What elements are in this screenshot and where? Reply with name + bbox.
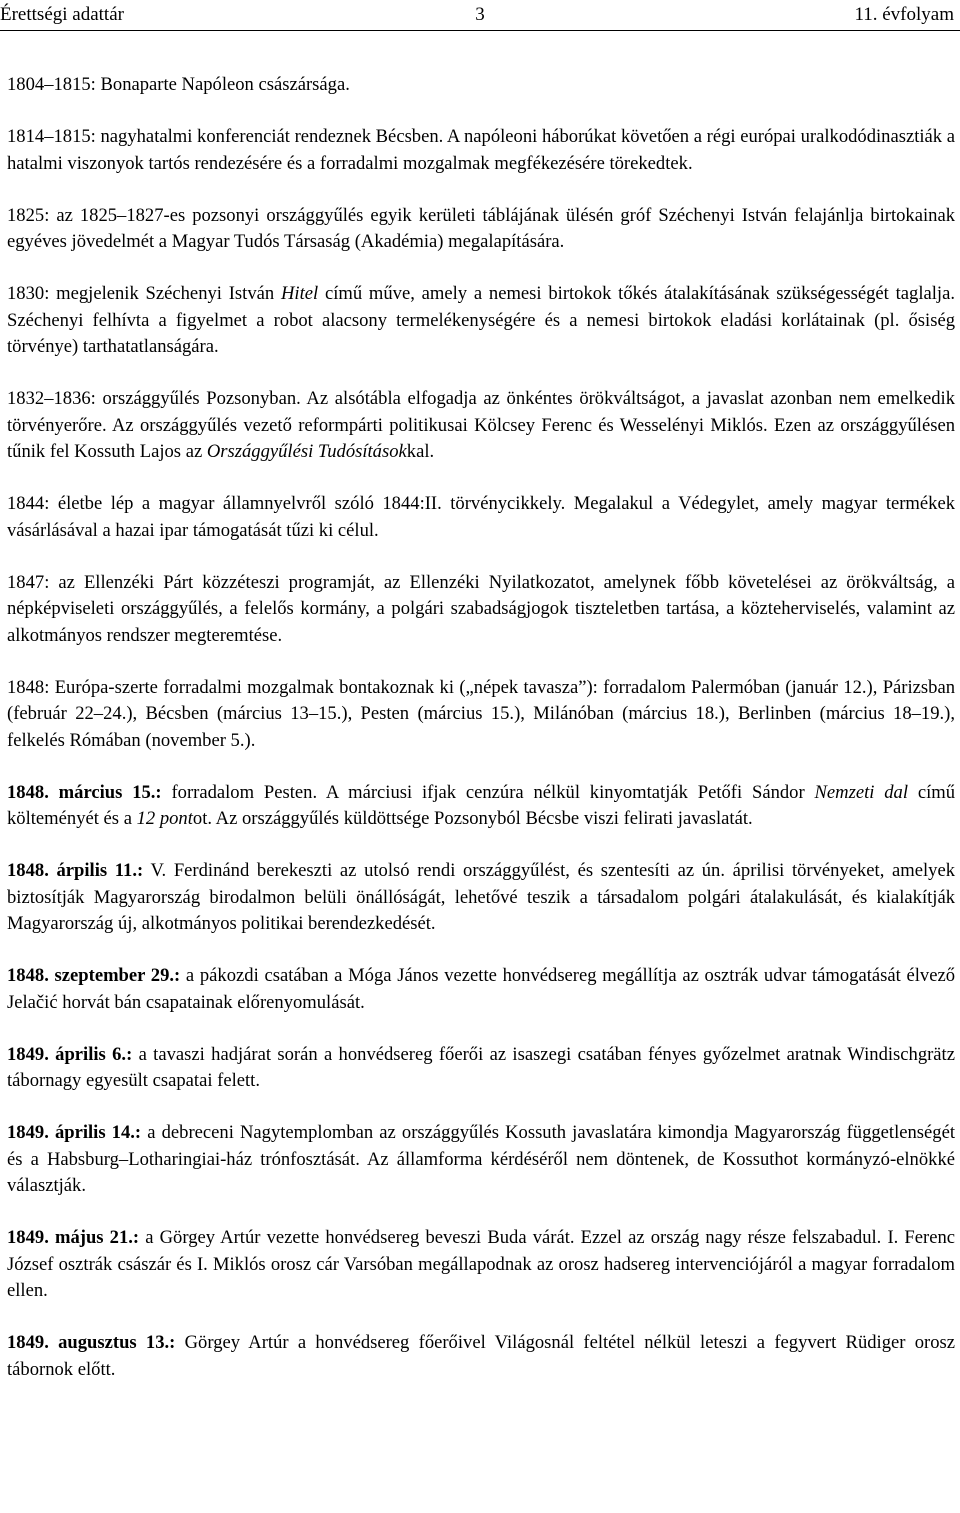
entry-text: kal. <box>406 441 435 462</box>
entry-text: nagyhatalmi konferenciát rendeznek Bécsben. A napóleoni háborúkat követően a régi európai uralkodódinasztiák a hatalmi viszonyok tartós rendezésére és a forradalmi mozgalmak megfékezésére törekedtek. <box>7 126 955 174</box>
entry-1849-august <box>7 1330 955 1383</box>
entry-1848-march <box>7 780 955 833</box>
entry-date: 1848: <box>7 676 50 698</box>
entry-date: 1849. augusztus 13.: <box>7 1332 176 1353</box>
header-title: Érettségi adattár <box>0 4 124 25</box>
entry-1814 <box>7 124 955 177</box>
entry-text: ot. Az országgyűlés küldöttsége Pozsonyból Bécsbe viszi felirati javaslatát. <box>192 808 753 829</box>
entry-date: 1825: <box>7 204 50 226</box>
chronology-list <box>7 72 955 1409</box>
work-title: Országgyűlési Tudósítások <box>206 441 407 462</box>
entry-1848 <box>7 675 955 755</box>
entry-1830 <box>7 281 955 361</box>
entry-date: 1832–1836: <box>7 388 96 409</box>
entry-text: megjelenik Széchenyi István <box>49 283 281 304</box>
page-number: 3 <box>475 4 485 25</box>
entry-1849-april-14 <box>7 1120 955 1200</box>
entry-1848-september <box>7 963 955 1016</box>
entry-1825 <box>7 203 955 256</box>
entry-date: 1844: <box>7 493 50 514</box>
entry-date: 1848. március 15.: <box>7 781 162 803</box>
entry-date: 1814–1815: <box>7 126 96 147</box>
entry-1832 <box>7 386 955 466</box>
work-title: Hitel <box>280 283 319 304</box>
entry-text: az 1825–1827-es pozsonyi országgyűlés egyik kerületi táblájának ülésén gróf Széchenyi István felajánlja birtokainak egyéves jövedelmét a Magyar Tudós Társaság (Akadémia) megalapítására. <box>7 204 955 252</box>
entry-date: 1847: <box>7 571 50 593</box>
entry-text: a debreceni Nagytemplomban az országgyűlés Kossuth javaslatára kimondja Magyarország függetlenségét és a Habsburg–Lotharingiai-ház trónfosztását. Az államforma kérdéséről nem döntenek, de Kossuthot kormányzó-elnökké választják. <box>7 1122 955 1196</box>
entry-text: életbe lép a magyar államnyelvről szóló 1844:II. törvénycikkely. Megalakul a Védegylet, amely magyar termékek vásárlásával a hazai ipar támogatását tűzi ki célul. <box>7 493 955 541</box>
entry-text: Bonaparte Napóleon császársága. <box>95 74 350 95</box>
entry-date: 1848. szeptember 29.: <box>7 965 181 986</box>
entry-text: az Ellenzéki Párt közzéteszi programját, az Ellenzéki Nyilatkozatot, amelynek főbb követelései az örökváltság, a népképviseleti országgyűlés, a felelős kormány, a polgári szabadságjogok tiszteletben tartása, a közteherviselés, valamint az alkotmányos rendszer megteremtése. <box>7 571 955 646</box>
work-title: Nemzeti dal <box>814 781 909 803</box>
entry-date: 1848. árpilis 11.: <box>7 860 144 881</box>
entry-text: a tavaszi hadjárat során a honvédsereg főerői az isaszegi csatában fényes győzelmet aratnak Windischgrätz tábornagy egyesült csapatai felett. <box>7 1043 955 1091</box>
entry-text: című műve, amely a nemesi birtokok tőkés átalakításának szükségességét taglalja. Széchenyi felhívta a figyelmet a robot alacsony termelékenységére és a nemesi birtokok eladási korlátainak (pl. ősiség törvénye) tarthatatlanságára. <box>7 283 955 357</box>
entry-1848-april <box>7 858 955 938</box>
entry-text: című költeményét és a <box>7 781 956 829</box>
entry-text: országgyűlés Pozsonyban. Az alsótábla elfogadja az önkéntes örökváltságot, a javaslat azonban nem emelkedik törvényerőre. Az országgyűlés vezető reformpárti politikusai Kölcsey Ferenc és Wesselényi Miklós. Ezen az országgyűlésen tűnik fel Kossuth Lajos az <box>7 388 955 462</box>
entry-date: 1849. április 6.: <box>7 1043 133 1065</box>
entry-1804 <box>7 72 955 99</box>
page-header <box>0 4 960 31</box>
entry-text: forradalom Pesten. A márciusi ifjak cenzúra nélkül kinyomtatják Petőfi Sándor <box>161 781 815 803</box>
entry-text: Európa-szerte forradalmi mozgalmak bontakoznak ki („népek tavasza”): forradalom Palermóban (január 12.), Párizsban (február 22–24.), Bécsben (március 13–15.), Pesten (március 15.), Milánóban (március 18.), Berlinben (március 18–19.), felkelés Rómában (november 5.). <box>7 676 955 751</box>
entry-date: 1804–1815: <box>7 74 96 95</box>
entry-1849-may <box>7 1225 955 1305</box>
entry-1849-april-6 <box>7 1042 955 1095</box>
header-grade: 11. évfolyam <box>854 4 954 25</box>
entry-text: a Görgey Artúr vezette honvédsereg beveszi Buda várát. Ezzel az ország nagy része felszabadul. I. Ferenc József osztrák császár és I. Miklós orosz cár Varsóban megállapodnak az orosz hadsereg intervenciójáról a magyar forradalom ellen. <box>7 1227 956 1301</box>
work-title: 12 pont <box>136 808 193 829</box>
entry-date: 1849. április 14.: <box>7 1122 142 1143</box>
entry-1844 <box>7 491 955 544</box>
entry-date: 1830: <box>7 283 50 304</box>
entry-1847 <box>7 570 955 650</box>
entry-date: 1849. május 21.: <box>7 1227 140 1248</box>
entry-text: a pákozdi csatában a Móga János vezette honvédsereg megállítja az osztrák udvar támogatását élvező Jelačić horvát bán csapatainak előrenyomulását. <box>7 965 955 1013</box>
entry-text: V. Ferdinánd berekeszti az utolsó rendi országgyűlést, és szentesíti az ún. áprilisi törvényeket, amelyek biztosítják Magyarország birodalmon belüli önállóságát, lehetővé teszik a társadalom polgári átalakulását, és kialakítják Magyarország új, alkotmányos politikai berendezkedését. <box>7 860 955 934</box>
entry-text: Görgey Artúr a honvédsereg főerőivel Világosnál feltétel nélkül leteszi a fegyvert Rüdiger orosz tábornok előtt. <box>7 1332 955 1380</box>
